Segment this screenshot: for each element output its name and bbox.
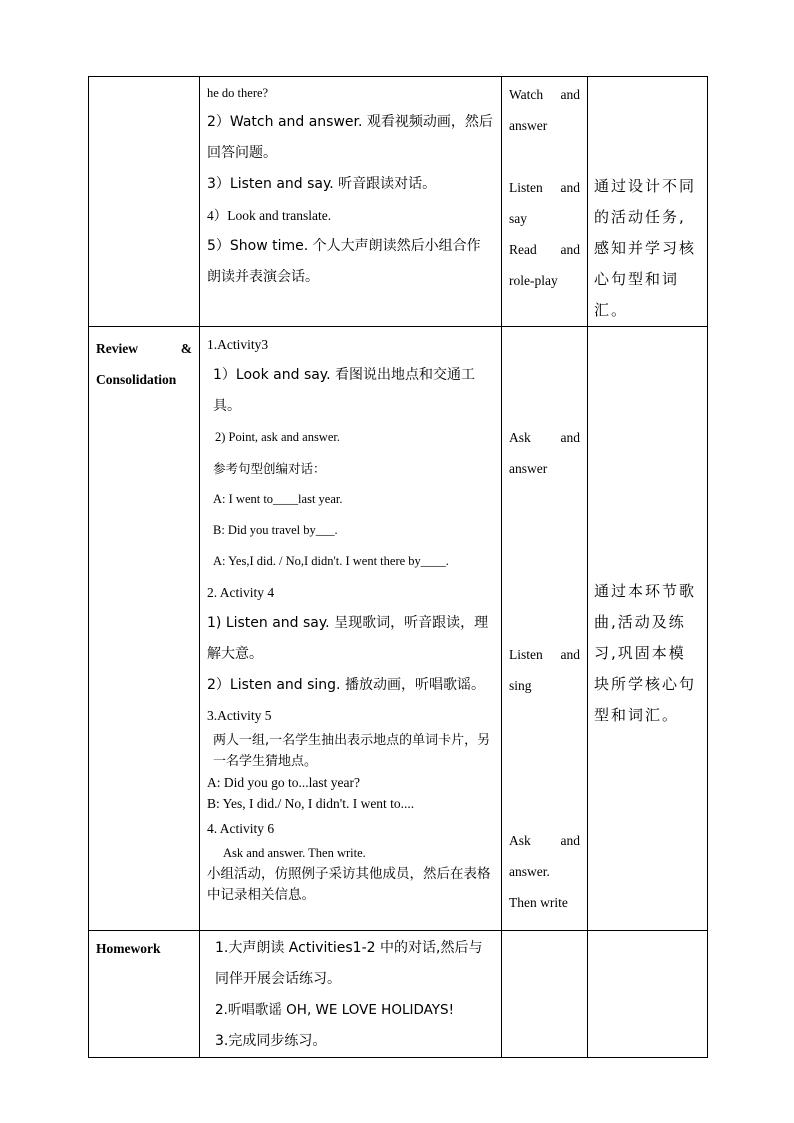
activity-line: Watch and	[509, 87, 580, 102]
activity-line: role-play	[509, 273, 558, 288]
step-text: 2) Point, ask and answer.	[215, 430, 340, 444]
stage-title-line2: Consolidation	[96, 372, 177, 387]
activity-line: say	[509, 211, 527, 226]
step-text: 3）Listen and say. 听音跟读对话。	[207, 176, 437, 192]
activities-cell	[502, 931, 588, 1058]
activities-cell	[502, 327, 588, 931]
lesson-plan-table	[88, 76, 708, 1058]
homework-item: 3.完成同步练习。	[215, 1033, 327, 1049]
goal-cell	[588, 327, 708, 931]
stage-cell	[89, 327, 200, 931]
table-row	[89, 931, 708, 1058]
step-text: 4）Look and translate.	[207, 208, 332, 223]
activity-heading: 1.Activity3	[207, 337, 269, 352]
step-text: 5）Show time. 个人大声朗读然后小组合作朗读并表演会话。	[207, 238, 481, 285]
stage-title: Review &	[96, 341, 192, 356]
activity-line: Ask and	[509, 430, 580, 445]
step-text: Ask and answer. Then write.	[223, 846, 366, 860]
step-text: 2）Listen and sing. 播放动画，听唱歌谣。	[207, 677, 485, 693]
goal-text: 通过本环节歌曲,活动及练习,巩固本模块所学核心句型和词汇。	[594, 582, 697, 724]
step-text: 1) Listen and say. 呈现歌词，听音跟读，理解大意。	[207, 615, 489, 662]
activity-line: Then write	[509, 895, 568, 910]
stage-cell	[89, 77, 200, 327]
activity-line: Listen and	[509, 647, 580, 662]
activities-cell	[502, 77, 588, 327]
activity-line: Ask and	[509, 833, 580, 848]
activity-heading: 2. Activity 4	[207, 585, 275, 600]
activity-line	[509, 141, 580, 172]
goal-cell	[588, 77, 708, 327]
step-text: 1）Look and say. 看图说出地点和交通工具。	[213, 367, 476, 414]
step-text: 两人一组,一名学生抽出表示地点的单词卡片，另一名学生猜地点。	[213, 733, 491, 769]
activity-line: answer	[509, 461, 548, 476]
dialogue-line: A: Yes,I did. / No,I didn't. I went there by____.	[213, 554, 449, 568]
activity-line: Listen and	[509, 180, 580, 195]
table-row	[89, 327, 708, 931]
activity-line: Read and	[509, 242, 580, 257]
goal-cell	[588, 931, 708, 1058]
goal-text: 通过设计不同的活动任务,感知并学习核心句型和词汇。	[594, 177, 697, 319]
steps-cell	[200, 931, 502, 1058]
homework-item: 2.听唱歌谣 OH, WE LOVE HOLIDAYS!	[215, 1002, 455, 1018]
dialogue-line: B: Yes, I did./ No, I didn't. I went to....	[207, 796, 415, 811]
dialogue-line: B: Did you travel by___.	[213, 523, 338, 537]
step-text: 小组活动，仿照例子采访其他成员，然后在表格中记录相关信息。	[207, 866, 491, 903]
steps-cell	[200, 327, 502, 931]
stage-title: Homework	[96, 941, 161, 956]
activity-line: answer.	[509, 864, 550, 879]
stage-cell	[89, 931, 200, 1058]
table-row	[89, 77, 708, 327]
step-text: 2）Watch and answer. 观看视频动画，然后回答问题。	[207, 114, 493, 161]
homework-item: 1.大声朗读 Activities1-2 中的对话,然后与同伴开展会话练习。	[215, 940, 483, 987]
dialogue-line: A: Did you go to...last year?	[207, 775, 360, 790]
activity-heading: 4. Activity 6	[207, 821, 275, 836]
activity-heading: 3.Activity 5	[207, 708, 272, 723]
step-text: 参考句型创编对话：	[213, 461, 326, 476]
activity-line: sing	[509, 678, 532, 693]
activity-line: answer	[509, 118, 548, 133]
dialogue-line: A: I went to____last year.	[213, 492, 343, 506]
step-text: he do there?	[207, 86, 269, 100]
steps-cell	[200, 77, 502, 327]
